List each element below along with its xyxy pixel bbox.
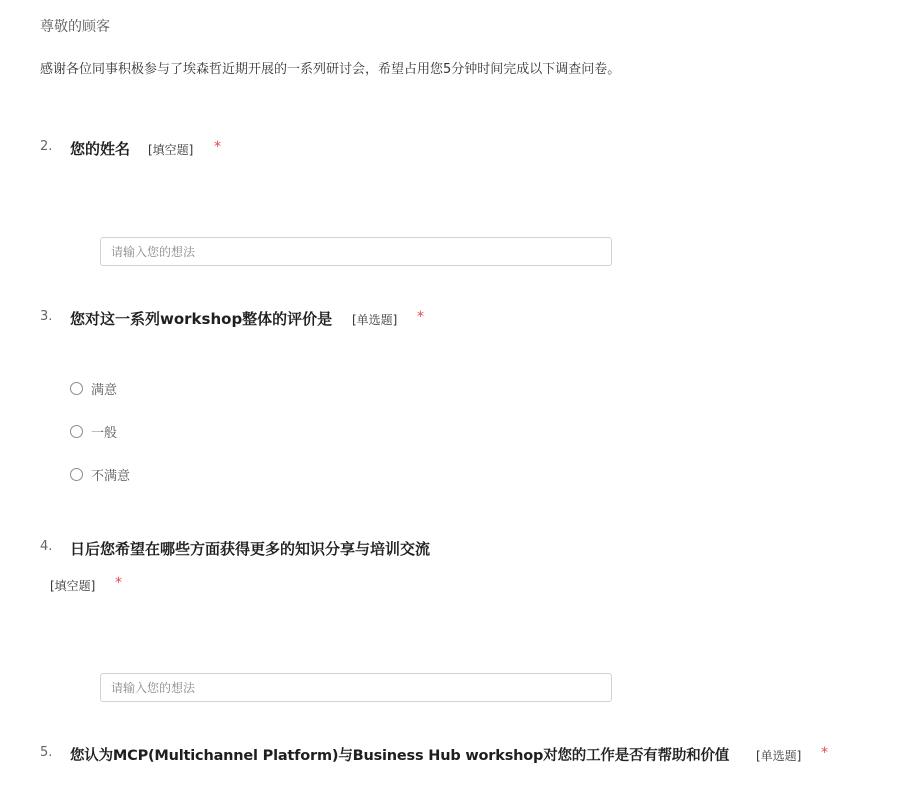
question-title: 您对这一系列workshop整体的评价是 xyxy=(70,310,333,328)
radio-button[interactable] xyxy=(70,382,83,395)
radio-button[interactable] xyxy=(70,425,83,438)
question-number: 5. xyxy=(40,745,53,760)
question-2 xyxy=(40,138,860,158)
question-4 xyxy=(40,538,860,598)
question-type-label: [单选题] xyxy=(352,313,398,327)
option-neutral[interactable] xyxy=(70,422,117,441)
name-input[interactable] xyxy=(100,237,612,266)
radio-button[interactable] xyxy=(70,468,83,481)
option-label: 一般 xyxy=(91,426,118,441)
option-dissatisfied[interactable] xyxy=(70,465,130,484)
question-type-label: [填空题] xyxy=(148,143,194,157)
question-type-label: [填空题] xyxy=(50,579,96,593)
question-number: 3. xyxy=(40,309,53,324)
question-number: 2. xyxy=(40,139,53,154)
required-asterisk: * xyxy=(214,139,221,155)
question-title: 日后您希望在哪些方面获得更多的知识分享与培训交流 xyxy=(70,540,431,558)
greeting-text: 尊敬的顾客 xyxy=(40,19,110,35)
option-satisfied[interactable] xyxy=(70,379,117,398)
required-asterisk: * xyxy=(821,745,828,761)
option-label: 不满意 xyxy=(91,469,131,484)
option-label: 满意 xyxy=(91,383,118,398)
question-type-label: [单选题] xyxy=(756,749,802,763)
question-title: 您的姓名 xyxy=(70,140,131,158)
required-asterisk: * xyxy=(417,309,424,325)
question-number: 4. xyxy=(40,539,53,554)
question-title: 您认为MCP(Multichannel Platform)与Business Hub workshop对您的工作是否有帮助和价值 xyxy=(70,748,730,764)
required-asterisk: * xyxy=(115,575,122,591)
question-3 xyxy=(40,308,860,328)
survey-intro-text: 感谢各位同事积极参与了埃森哲近期开展的一系列研讨会，希望占用您5分钟时间完成以下调查问卷。 xyxy=(40,62,621,77)
knowledge-sharing-input[interactable] xyxy=(100,673,612,702)
question-5 xyxy=(40,744,880,764)
